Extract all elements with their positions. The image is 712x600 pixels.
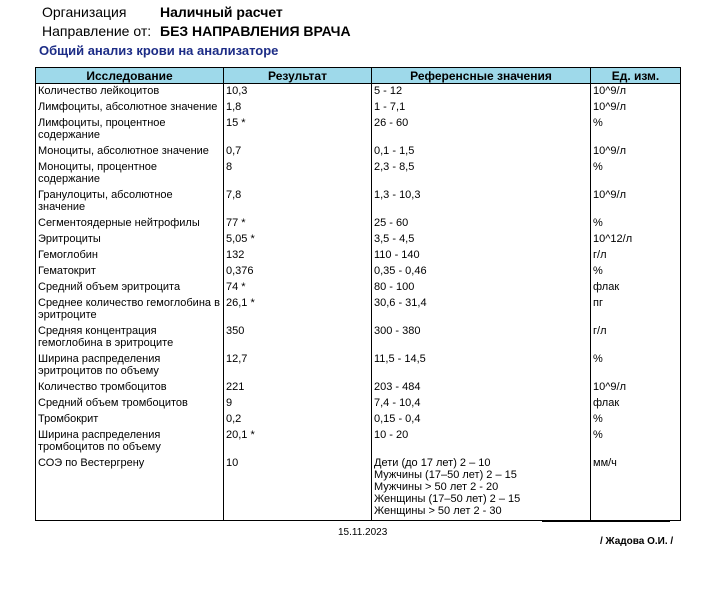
- cell-test: Гематокрит: [36, 264, 224, 280]
- cell-unit: 10^9/л: [591, 144, 681, 160]
- cell-unit: %: [591, 352, 681, 380]
- table-row: [36, 248, 681, 264]
- cell-reference: 0,15 - 0,4: [372, 412, 591, 428]
- cell-unit: 10^9/л: [591, 100, 681, 116]
- cell-unit: %: [591, 216, 681, 232]
- cell-test: Моноциты, процентное содержание: [36, 160, 224, 188]
- table-header-row: [36, 68, 681, 84]
- table-row: [36, 188, 681, 216]
- cell-test: Эритроциты: [36, 232, 224, 248]
- cell-reference: 10 - 20: [372, 428, 591, 456]
- organization-label: Организация: [42, 4, 127, 20]
- cell-reference: 25 - 60: [372, 216, 591, 232]
- table-row: [36, 84, 681, 101]
- cell-result: 221: [224, 380, 372, 396]
- cell-test: Среднее количество гемоглобина в эритроците: [36, 296, 224, 324]
- cell-test: СОЭ по Вестергрену: [36, 456, 224, 521]
- table-body: [36, 84, 681, 521]
- cell-reference: 11,5 - 14,5: [372, 352, 591, 380]
- cell-reference: 26 - 60: [372, 116, 591, 144]
- cell-result: 0,2: [224, 412, 372, 428]
- cell-unit: 10^9/л: [591, 380, 681, 396]
- cell-unit: 10^9/л: [591, 84, 681, 101]
- cell-unit: 10^9/л: [591, 188, 681, 216]
- cell-test: Тромбокрит: [36, 412, 224, 428]
- column-header-result: Результат: [224, 68, 372, 84]
- cell-result: 350: [224, 324, 372, 352]
- reference-line: Женщины (17–50 лет) 2 – 15: [374, 493, 521, 505]
- cell-result: 26,1 *: [224, 296, 372, 324]
- section-title: Общий анализ крови на анализаторе: [39, 43, 279, 58]
- table-row: [36, 412, 681, 428]
- cell-test: Гемоглобин: [36, 248, 224, 264]
- cell-result: 10,3: [224, 84, 372, 101]
- cell-result: 12,7: [224, 352, 372, 380]
- cell-test: Средняя концентрация гемоглобина в эритроците: [36, 324, 224, 352]
- table-row: [36, 264, 681, 280]
- cell-test: Сегментоядерные нейтрофилы: [36, 216, 224, 232]
- cell-unit: пг: [591, 296, 681, 324]
- cell-unit: %: [591, 412, 681, 428]
- cell-unit: 10^12/л: [591, 232, 681, 248]
- table-row: [36, 216, 681, 232]
- table-row-esr: [36, 456, 681, 521]
- column-header-unit: Ед. изм.: [591, 68, 681, 84]
- cell-unit: мм/ч: [591, 456, 681, 521]
- reference-line: Дети (до 17 лет) 2 – 10: [374, 457, 491, 469]
- reference-line: Мужчины > 50 лет 2 - 20: [374, 481, 499, 493]
- cell-result: 8: [224, 160, 372, 188]
- cell-test: Ширина распределения эритроцитов по объему: [36, 352, 224, 380]
- cell-reference: 0,1 - 1,5: [372, 144, 591, 160]
- signature-line: [542, 521, 670, 522]
- cell-test: Моноциты, абсолютное значение: [36, 144, 224, 160]
- cell-result: 10: [224, 456, 372, 521]
- cell-test: Гранулоциты, абсолютное значение: [36, 188, 224, 216]
- cell-test: Лимфоциты, абсолютное значение: [36, 100, 224, 116]
- cell-result: 77 *: [224, 216, 372, 232]
- cell-reference: 110 - 140: [372, 248, 591, 264]
- table-row: [36, 296, 681, 324]
- cell-result: 132: [224, 248, 372, 264]
- cell-reference: 300 - 380: [372, 324, 591, 352]
- organization-value: Наличный расчет: [160, 4, 283, 20]
- cell-reference: 3,5 - 4,5: [372, 232, 591, 248]
- cell-result: 15 *: [224, 116, 372, 144]
- cell-unit: г/л: [591, 324, 681, 352]
- table-row: [36, 232, 681, 248]
- cell-reference: 1 - 7,1: [372, 100, 591, 116]
- cell-reference: 80 - 100: [372, 280, 591, 296]
- cell-unit: %: [591, 428, 681, 456]
- table-row: [36, 100, 681, 116]
- cell-reference: 1,3 - 10,3: [372, 188, 591, 216]
- organization-line: [42, 4, 283, 20]
- cell-unit: %: [591, 160, 681, 188]
- cell-unit: флак: [591, 396, 681, 412]
- column-header-reference: Референсные значения: [372, 68, 591, 84]
- cell-test: Средний объем эритроцита: [36, 280, 224, 296]
- cell-result: 0,7: [224, 144, 372, 160]
- cell-result: 20,1 *: [224, 428, 372, 456]
- cell-test: Количество тромбоцитов: [36, 380, 224, 396]
- cell-result: 74 *: [224, 280, 372, 296]
- cell-unit: флак: [591, 280, 681, 296]
- table-row: [36, 380, 681, 396]
- column-header-test: Исследование: [36, 68, 224, 84]
- cell-reference: 7,4 - 10,4: [372, 396, 591, 412]
- table-row: [36, 396, 681, 412]
- cell-result: 7,8: [224, 188, 372, 216]
- cell-unit: %: [591, 264, 681, 280]
- cell-reference: 30,6 - 31,4: [372, 296, 591, 324]
- cell-unit: %: [591, 116, 681, 144]
- cell-test: Количество лейкоцитов: [36, 84, 224, 101]
- report-date: 15.11.2023: [338, 527, 388, 538]
- table-row: [36, 116, 681, 144]
- table-row: [36, 144, 681, 160]
- reference-line: Мужчины (17–50 лет) 2 – 15: [374, 469, 517, 481]
- referral-label: Направление от:: [42, 23, 152, 39]
- table-row: [36, 160, 681, 188]
- reference-line: Женщины > 50 лет 2 - 30: [374, 505, 502, 517]
- table-row: [36, 428, 681, 456]
- referral-value: БЕЗ НАПРАВЛЕНИЯ ВРАЧА: [160, 23, 351, 39]
- table-row: [36, 280, 681, 296]
- cell-result: 9: [224, 396, 372, 412]
- cell-test: Средний объем тромбоцитов: [36, 396, 224, 412]
- cell-test: Ширина распределения тромбоцитов по объему: [36, 428, 224, 456]
- table-row: [36, 352, 681, 380]
- results-table: [35, 67, 681, 521]
- cell-reference: [372, 456, 591, 521]
- referral-line: [42, 23, 351, 39]
- cell-reference: 5 - 12: [372, 84, 591, 101]
- cell-reference: 203 - 484: [372, 380, 591, 396]
- signature-name: / Жадова О.И. /: [600, 536, 674, 547]
- cell-result: 5,05 *: [224, 232, 372, 248]
- cell-test: Лимфоциты, процентное содержание: [36, 116, 224, 144]
- cell-unit: г/л: [591, 248, 681, 264]
- table-row: [36, 324, 681, 352]
- cell-reference: 0,35 - 0,46: [372, 264, 591, 280]
- cell-result: 1,8: [224, 100, 372, 116]
- cell-result: 0,376: [224, 264, 372, 280]
- cell-reference: 2,3 - 8,5: [372, 160, 591, 188]
